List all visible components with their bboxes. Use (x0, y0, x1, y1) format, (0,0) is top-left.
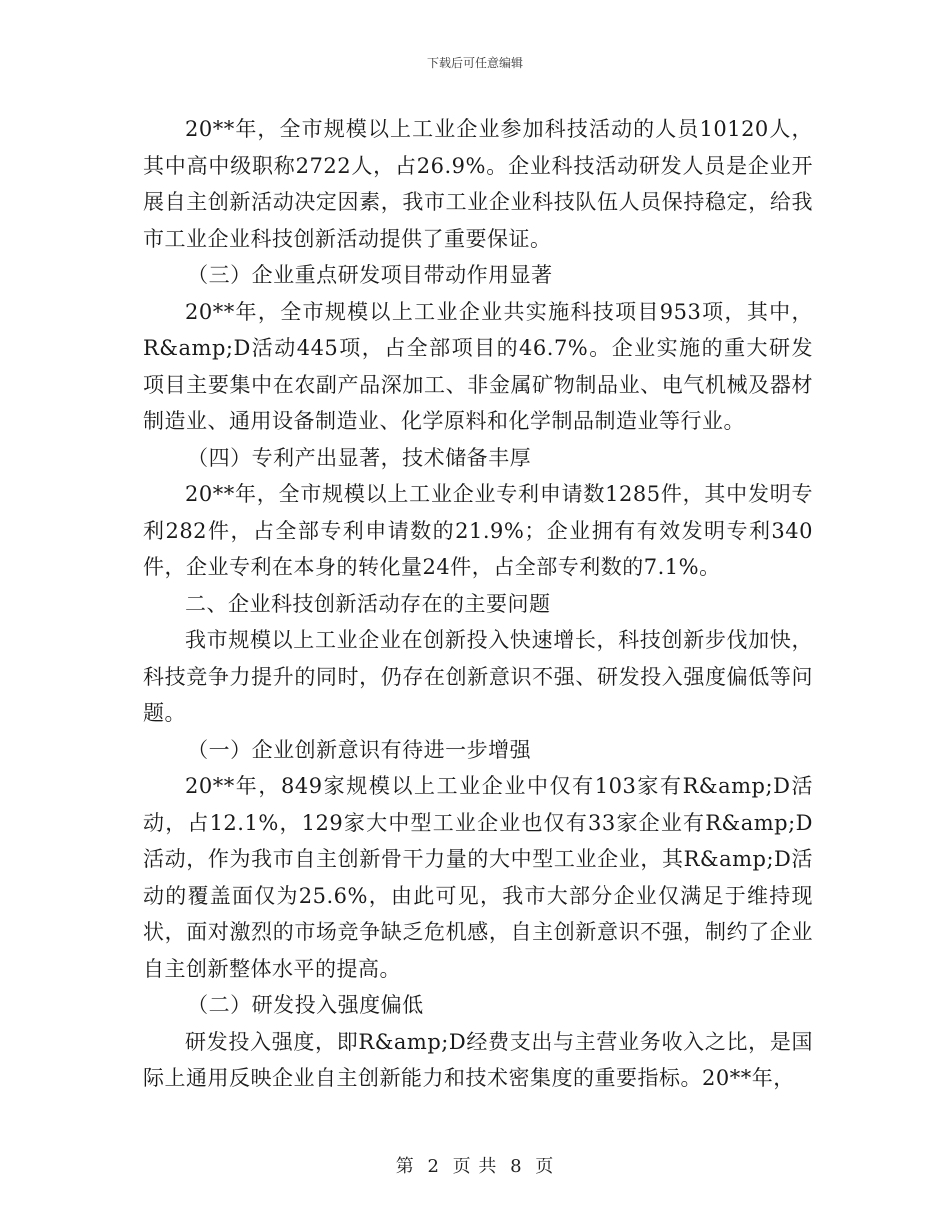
paragraph-rd-intensity: 研发投入强度，即R&amp;D经费支出与主营业务收入之比，是国际上通用反映企业自主创新能力和技术密集度的重要指标。20**年， (143, 1029, 813, 1090)
paragraph-problems-intro: 我市规模以上工业企业在创新投入快速增长，科技创新步伐加快，科技竞争力提升的同时，仍存在创新意识不强、研发投入强度偏低等问题。 (143, 628, 813, 725)
paragraph-projects: 20**年，全市规模以上工业企业共实施科技项目953项，其中，R&amp;D活动445项，占全部项目的46.7%。企业实施的重大研发项目主要集中在农副产品深加工、非金属矿物制品业、电气机械及器材制造业、通用设备制造业、化学原料和化学制品制造业等行业。 (143, 299, 813, 433)
page-label-mid: 页 共 (452, 1156, 498, 1177)
section-heading-rd-intensity: （二）研发投入强度偏低 (187, 993, 424, 1017)
page-footer (0, 1152, 950, 1178)
section-heading-patents: （四）专利产出显著，技术储备丰厚 (187, 445, 532, 470)
total-pages-number: 8 (510, 1156, 523, 1177)
section-heading-innovation-awareness: （一）企业创新意识有待进一步增强 (187, 737, 532, 762)
current-page-number: 2 (427, 1156, 440, 1177)
paragraph-innovation-awareness: 20**年，849家规模以上工业企业中仅有103家有R&amp;D活动，占12.1%，129家大中型工业企业也仅有33家企业有R&amp;D活动，作为我市自主创新骨干力量的大中型工业企业，其R&amp;D活动的覆盖面仅为25.6%，由此可见，我市大部分企业仅满足于维持现状，面对激烈的市场竞争缺乏危机感，自主创新意识不强，制约了企业自主创新整体水平的提高。 (143, 774, 813, 981)
page-label-suffix: 页 (535, 1156, 555, 1177)
section-heading-key-projects: （三）企业重点研发项目带动作用显著 (187, 263, 553, 287)
document-body (143, 111, 813, 1097)
section-heading-main-problems: 二、企业科技创新活动存在的主要问题 (185, 591, 551, 616)
page-header-note: 下载后可任意编辑 (426, 56, 523, 70)
page-label-prefix: 第 (395, 1156, 415, 1177)
paragraph-staff: 20**年，全市规模以上工业企业参加科技活动的人员10120人，其中高中级职称2722人，占26.9%。企业科技活动研发人员是企业开展自主创新活动决定因素，我市工业企业科技队伍人员保持稳定，给我市工业企业科技创新活动提供了重要保证。 (143, 117, 813, 251)
paragraph-patents: 20**年，全市规模以上工业企业专利申请数1285件，其中发明专利282件，占全部专利申请数的21.9%；企业拥有有效发明专利340件，企业专利在本身的转化量24件，占全部专利数的7.1%。 (143, 482, 813, 579)
